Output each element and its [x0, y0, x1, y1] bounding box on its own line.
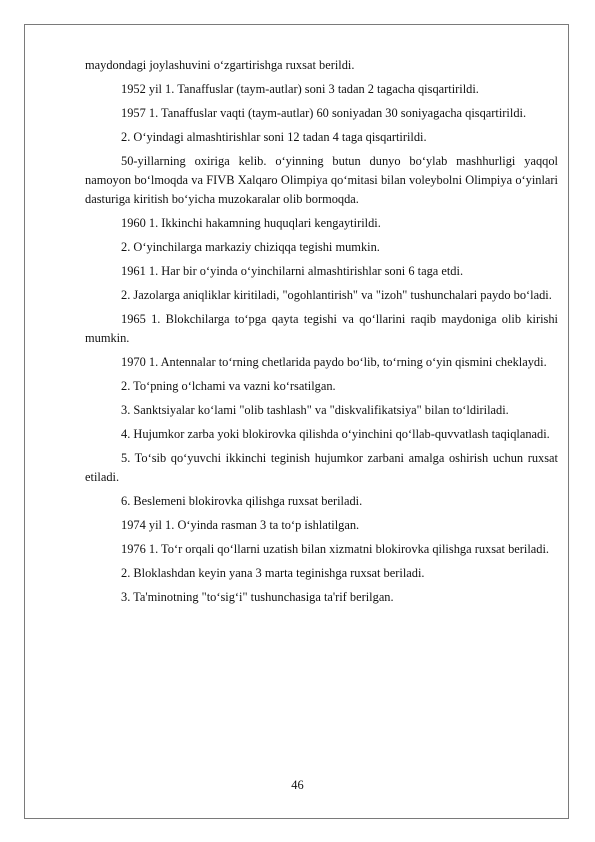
paragraph: 1970 1. Antennalar to‘rning chetlarida paydo bo‘lib, to‘rning o‘yin qismini cheklaydi.	[121, 355, 547, 369]
paragraph: 1965 1. Blokchilarga to‘pga qayta tegishi va qo‘llarini raqib maydoniga olib kirishi mumkin.	[85, 312, 558, 345]
paragraph: 2. O‘yindagi almashtirishlar soni 12 tadan 4 taga qisqartirildi.	[121, 130, 427, 144]
document-body	[85, 56, 558, 612]
paragraph: 2. Jazolarga aniqliklar kiritiladi, "ogohlantirish" va "izoh" tushunchalari paydo bo‘ladi.	[121, 288, 552, 302]
paragraph: 3. Sanktsiyalar ko‘lami "olib tashlash" va "diskvalifikatsiya" bilan to‘ldiriladi.	[121, 403, 509, 417]
paragraph: 3. Ta'minotning "to‘sig‘i" tushunchasiga ta'rif berilgan.	[121, 590, 394, 604]
paragraph: 50-yillarning oxiriga kelib. o‘yinning butun dunyo bo‘ylab mashhurligi yaqqol namoyon bo‘lmoqda va FIVB Xalqaro Olimpiya qo‘mitasi bilan voleybolni Olimpiya o‘yinlari dasturiga kiritish bo‘yicha muzokaralar olib bormoqda.	[85, 154, 558, 206]
paragraph: 2. Bloklashdan keyin yana 3 marta teginishga ruxsat beriladi.	[121, 566, 425, 580]
paragraph: 2. O‘yinchilarga markaziy chiziqqa tegishi mumkin.	[121, 240, 380, 254]
page-number: 46	[291, 778, 304, 792]
paragraph: maydondagi joylashuvini o‘zgartirishga ruxsat berildi.	[85, 58, 355, 72]
paragraph: 1974 yil 1. O‘yinda rasman 3 ta to‘p ishlatilgan.	[121, 518, 360, 532]
paragraph: 6. Beslemeni blokirovka qilishga ruxsat beriladi.	[121, 494, 363, 508]
paragraph: 1957 1. Tanaffuslar vaqti (taym-autlar) 60 soniyadan 30 soniyagacha qisqartirildi.	[121, 106, 527, 120]
paragraph: 1952 yil 1. Tanaffuslar (taym-autlar) soni 3 tadan 2 tagacha qisqartirildi.	[121, 82, 479, 96]
paragraph: 5. To‘sib qo‘yuvchi ikkinchi teginish hujumkor zarbani amalga oshirish uchun ruxsat etiladi.	[85, 451, 558, 484]
paragraph: 4. Hujumkor zarba yoki blokirovka qilishda o‘yinchini qo‘llab-quvvatlash taqiqlanadi.	[121, 427, 550, 441]
paragraph: 2. To‘pning o‘lchami va vazni ko‘rsatilgan.	[121, 379, 336, 393]
paragraph: 1976 1. To‘r orqali qo‘llarni uzatish bilan xizmatni blokirovka qilishga ruxsat beriladi.	[121, 542, 550, 556]
paragraph: 1960 1. Ikkinchi hakamning huquqlari kengaytirildi.	[121, 216, 381, 230]
paragraph: 1961 1. Har bir o‘yinda o‘yinchilarni almashtirishlar soni 6 taga etdi.	[121, 264, 464, 278]
